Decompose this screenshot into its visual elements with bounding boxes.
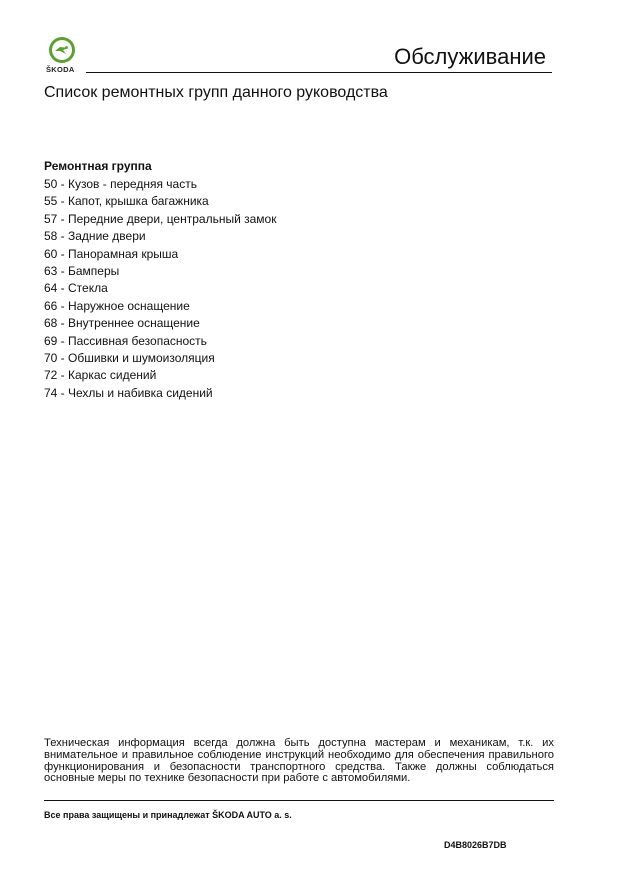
repair-group-item: 66 - Наружное оснащение xyxy=(44,298,190,313)
repair-group-item: 57 - Передние двери, центральный замок xyxy=(44,211,277,226)
repair-group-item: 55 - Капот, крышка багажника xyxy=(44,194,209,209)
repair-group-item: 70 - Обшивки и шумоизоляция xyxy=(44,350,215,365)
logo-wordmark: ŠKODA xyxy=(46,65,75,74)
header-divider xyxy=(86,72,552,73)
document-heading: Список ремонтных групп данного руководства xyxy=(44,84,388,101)
repair-group-list xyxy=(44,176,276,402)
skoda-logo xyxy=(46,37,78,75)
repair-group-item: 50 - Кузов - передняя часть xyxy=(44,177,197,191)
repair-group-heading: Ремонтная группа xyxy=(44,159,152,173)
repair-group-item: 64 - Стекла xyxy=(44,281,108,296)
repair-group-item: 69 - Пассивная безопасность xyxy=(44,333,207,348)
footer-divider xyxy=(44,800,554,801)
repair-group-item: 72 - Каркас сидений xyxy=(44,368,157,383)
copyright-notice: Все права защищены и принадлежат ŠKODA AUTO a. s. xyxy=(44,810,292,820)
safety-notice: Техническая информация всегда должна быть доступна мастерам и механикам, т.к. их внимательное и правильное соблюдение инструкций необходимо для обеспечения правильного функционирования и безопасности транспортного средства. Также должны соблюдаться основные меры по технике безопасности при работе с автомобилями. xyxy=(44,737,554,785)
repair-group-item: 68 - Внутреннее оснащение xyxy=(44,316,200,331)
document-code: D4B8026B7DB xyxy=(444,840,507,850)
page-title: Обслуживание xyxy=(394,44,546,69)
skoda-arrow-icon xyxy=(49,37,75,63)
repair-group-item: 63 - Бамперы xyxy=(44,263,120,278)
repair-group-item: 74 - Чехлы и набивка сидений xyxy=(44,385,213,400)
repair-group-item: 58 - Задние двери xyxy=(44,229,146,244)
repair-group-item: 60 - Панорамная крыша xyxy=(44,246,179,261)
